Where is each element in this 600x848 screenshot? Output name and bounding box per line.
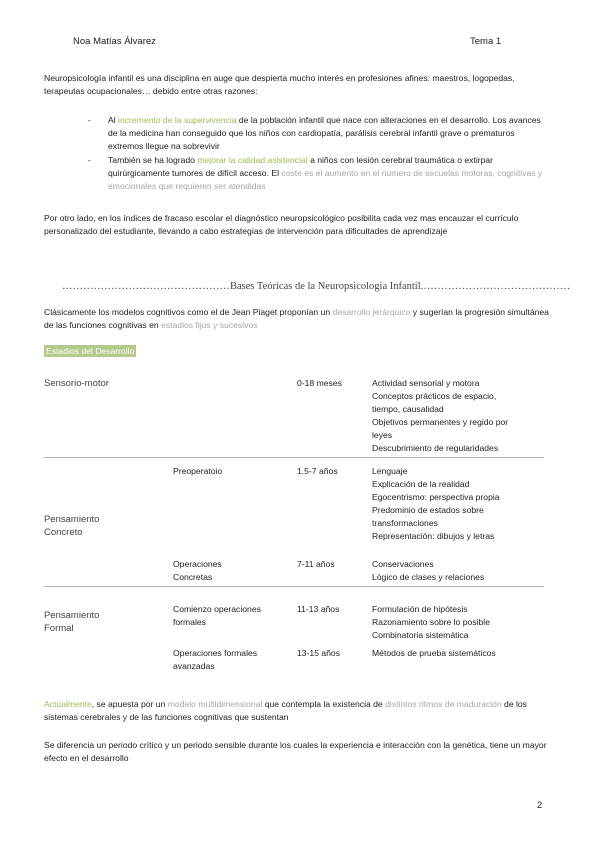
char-line: Formulación de hipótesis (372, 604, 468, 614)
stage-line: Concreto (44, 527, 83, 538)
reason-text: de la población infantil que nace con alteraciones en el desarrollo. Los avances de la medicina han conseguido que los niños con cardiopatía, parálisis cerebral infantil grave o prematuros extremos llegue na sobrevivir (108, 115, 541, 152)
char-line: Predominio de estados sobre (372, 505, 484, 515)
reason-item (88, 114, 546, 154)
char-line: Explicación de la realidad (372, 479, 470, 489)
char-line: Combinatoria sistemática (372, 630, 469, 640)
age-range: 13-15 años (297, 648, 341, 658)
school-failure-paragraph: Por otro lado, en los índices de fracaso escolar el diagnóstico neuropsicológico posibilita cada vez mas encauzar el currículo personalizado del estudiante, llevando a cabo estrategias de intervención para dificultades de aprendizaje (44, 213, 519, 237)
stages-tag: Estadios del Desarrollo (46, 346, 135, 356)
stage-name (44, 457, 173, 595)
stages-table (44, 369, 544, 683)
char-line: transformaciones (372, 518, 438, 528)
age-cell (297, 457, 372, 595)
substage-name: avanzadas (173, 661, 215, 671)
current-text: que contempla la existencia de (262, 699, 386, 709)
substage-name: Operaciones (173, 559, 222, 569)
stage-line: Pensamiento (44, 610, 100, 621)
char-line: Lógico de clases y relaciones (372, 572, 485, 582)
header-topic: Tema 1 (470, 36, 502, 47)
characteristics (372, 457, 544, 595)
stage-name: Sensorio-motor (44, 378, 109, 389)
highlight-cost: coste es el aumento en el número de secuelas motoras, cognitivas y emocionales que requieren ser atendidas (108, 167, 543, 192)
table-divider (44, 586, 544, 587)
piaget-text: y sugerían la progresión simultánea de las funciones cognitivas en (44, 307, 549, 331)
characteristics (372, 595, 544, 683)
char-line: Actividad sensorial y motora (372, 378, 480, 388)
highlight-survival: incremento de la supervivencia (118, 115, 237, 125)
age-range: 0-18 meses (297, 378, 342, 388)
highlight-multidimensional: modelo multidimensional (167, 699, 263, 709)
substage-name: Comienzo operaciones (173, 604, 261, 614)
substage-name: Preoperatoio (173, 466, 223, 476)
age-cell (297, 595, 372, 683)
stage-name (44, 595, 173, 683)
char-line: tiempo, causalidad (372, 404, 444, 414)
char-line: leyes (372, 430, 393, 440)
stage-line: Pensamiento (44, 514, 100, 525)
reason-text: a niños con lesión cerebral traumática o extirpar quirúrgicamente tumores de difícil acceso. El (108, 154, 494, 178)
reason-item (88, 154, 546, 194)
char-line: Conceptos prácticos de espacio, (372, 391, 497, 401)
age-range: 1.5-7 años (297, 466, 338, 476)
critical-period-paragraph: Se diferencia un periodo crítico y un periodo sensible durante los cuales la experiencia e interacción con la genética, tiene un mayor efecto en el desarrollo (44, 740, 547, 764)
piaget-text: Clásicamente los modelos cognitivos como el de Jean Piaget proponían un (44, 307, 333, 317)
char-line: Descubrimiento de regularidades (372, 443, 499, 453)
page-number: 2 (537, 800, 543, 811)
age-range: 11-13 años (297, 604, 340, 614)
current-model-paragraph (44, 698, 549, 724)
current-text: de los sistemas cerebrales y de las funciones cognitivas que sustentan (44, 699, 527, 723)
intro-paragraph: Neuropsicología infantil es una disciplina en auge que despierta mucho interés en profesiones afines: maestros, logopedas, terapeutas ocupacionales… debido entre otras razones: (44, 73, 515, 97)
substage-name: Concretas (173, 572, 213, 582)
stage-line: Formal (44, 623, 74, 634)
substage-name: Operaciones formales (173, 648, 258, 658)
highlight-hierarchical: desarrollo jerárquico (332, 307, 411, 317)
reason-text: Al (108, 115, 119, 125)
age-range: 7-11 años (297, 559, 335, 569)
characteristics (372, 369, 544, 457)
section-title: …………………………………………Bases Teóricas de la Neuropsicología Infantil.…………………………………… (62, 281, 571, 292)
char-line: Razonamiento sobre lo posible (372, 617, 490, 627)
header-author: Noa Matías Álvarez (73, 36, 156, 47)
table-divider (44, 457, 544, 458)
table-row (44, 457, 544, 595)
highlight-rhythms: distintos ritmos de maduración (385, 699, 502, 709)
char-line: Métodos de prueba sistemáticos (372, 648, 496, 658)
substage-cell (173, 595, 297, 683)
char-line: Lenguaje (372, 466, 408, 476)
piaget-paragraph (44, 306, 549, 332)
highlight-fixed-stages: estadios fijos y sucesivos (161, 320, 258, 331)
reason-text: También se ha logrado (108, 154, 198, 165)
char-line: Egocentrismo: perspectiva propia (372, 492, 500, 502)
highlight-currently: Actualmente (44, 699, 92, 709)
substage-name: formales (173, 617, 206, 627)
current-text: , se apuesta por un (91, 699, 168, 709)
char-line: Representación: dibujos y letras (372, 531, 495, 541)
reasons-list (88, 114, 546, 193)
char-line: Objetivos permanentes y regido por (372, 417, 509, 427)
substage-cell (173, 457, 297, 595)
table-row (44, 369, 544, 457)
highlight-quality: mejorar la calidad asistencial (197, 154, 308, 165)
table-row (44, 595, 544, 683)
char-line: Conservaciones (372, 559, 434, 569)
